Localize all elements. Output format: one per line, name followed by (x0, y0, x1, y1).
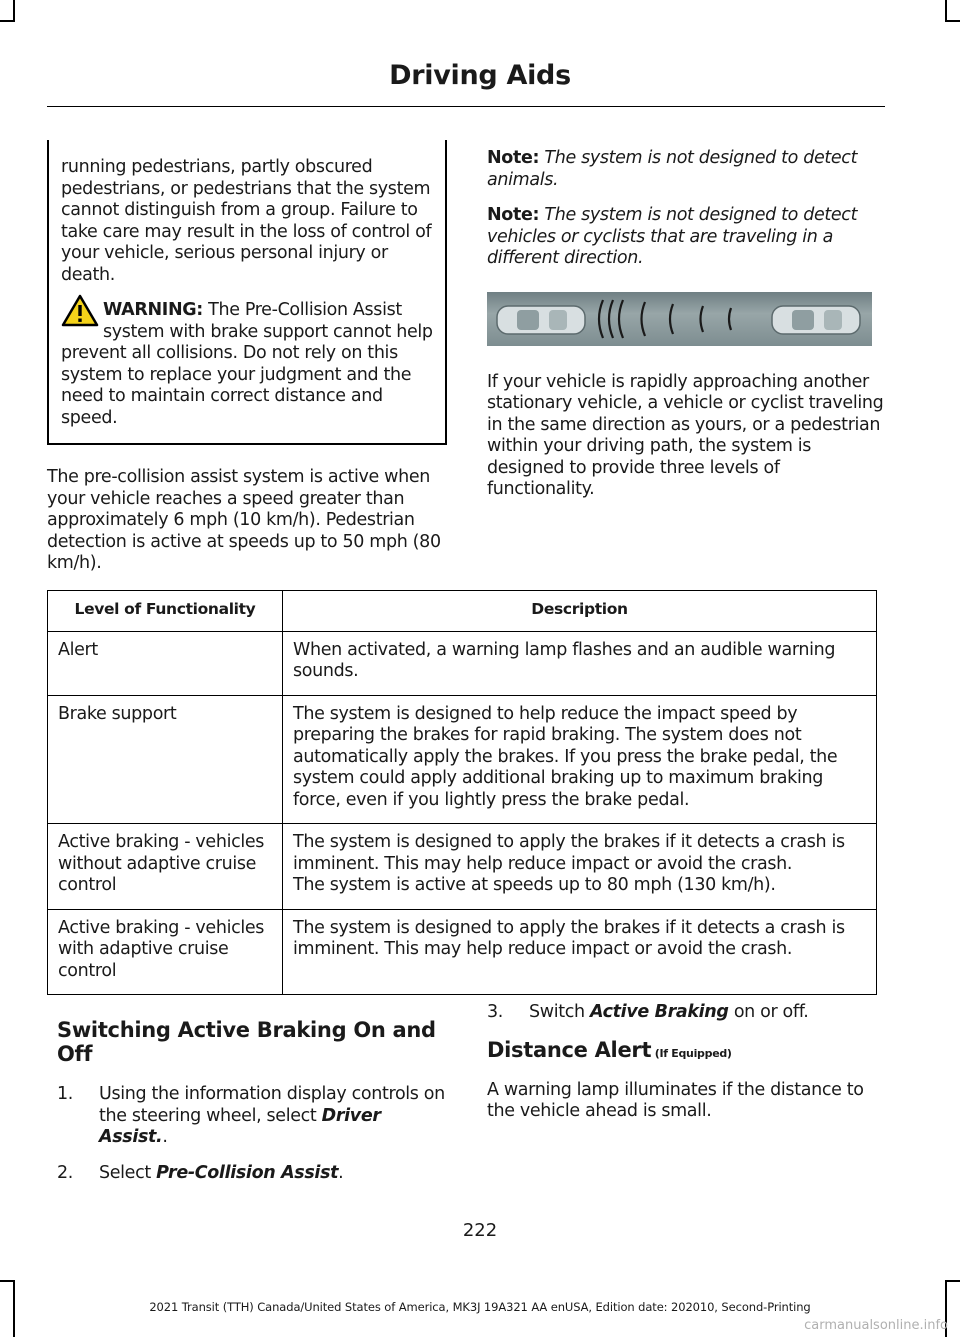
description-cell (283, 824, 877, 910)
step-text: on or off. (728, 1002, 809, 1022)
level-cell: Active braking - vehicles with adaptive cruise control (48, 909, 283, 995)
functionality-table (47, 590, 877, 995)
note-text: The system is not designed to detect animals. (487, 148, 858, 190)
level-cell: Active braking - vehicles without adaptive cruise control (48, 824, 283, 910)
level-cell: Brake support (48, 695, 283, 824)
description-cell: The system is designed to apply the brakes if it detects a crash is imminent. This may help reduce impact or avoid the crash. (283, 909, 877, 995)
menu-item-name: Pre-Collision Assist (156, 1162, 339, 1183)
steps-list (487, 1002, 887, 1024)
step-text: Using the information display controls on the steering wheel, select (99, 1084, 445, 1126)
menu-item-name: Driver Assist. (99, 1105, 381, 1147)
menu-item-name: Active Braking (589, 1002, 729, 1022)
page-title: Driving Aids (389, 60, 571, 91)
distance-section (487, 1002, 887, 1123)
warning-text: The Pre-Collision Assist system with brake support cannot help prevent all collisions. Do not rely on this system to replace your judgment and the need to maintain correct distance and speed. (61, 300, 433, 428)
table-row (48, 824, 877, 910)
warning-label: WARNING: (103, 300, 203, 320)
note-label: Note: (487, 205, 540, 225)
warning-box (47, 140, 447, 445)
description-speed-text: The system is active at speeds up to 80 mph (130 km/h). (293, 875, 776, 895)
warning-triangle-icon (61, 294, 99, 327)
car-icon (497, 306, 585, 334)
edition-footer: 2021 Transit (TTH) Canada/United States of America, MK3J 19A321 AA enUSA, Edition date: 202010, Second-Printing (149, 1300, 811, 1314)
level-cell: Alert (48, 631, 283, 695)
watermark: carmanualsonline.info (804, 1318, 948, 1333)
crop-mark (945, 20, 960, 22)
crop-mark (0, 20, 15, 22)
functionality-paragraph: If your vehicle is rapidly approaching another stationary vehicle, a vehicle or cyclist traveling in the same direction as yours, or a pedestrian within your driving path, the system is designed to provide three levels of functionality. (487, 371, 884, 499)
vehicle-detection-illustration (487, 292, 872, 346)
cars-radar-graphic (487, 292, 872, 346)
warning-continued-text: running pedestrians, partly obscured pedestrians, or pedestrians that the system cannot distinguish from a group. Failure to take care may result in the loss of control of your vehicle, serious personal injury or death. (61, 157, 432, 285)
table-row (48, 695, 877, 824)
step-text: Switch (529, 1002, 590, 1022)
list-item (487, 1002, 887, 1024)
note-text: The system is not designed to detect vehicles or cyclists that are traveling in a different direction. (487, 205, 858, 268)
section-heading: Switching Active Braking On and Off (57, 1018, 436, 1066)
crop-mark (13, 0, 15, 22)
note-label: Note: (487, 148, 540, 168)
column-header: Level of Functionality (48, 591, 283, 632)
switch-section (57, 1018, 447, 1198)
distance-text: A warning lamp illuminates if the distance to the vehicle ahead is small. (487, 1079, 864, 1121)
table-row (48, 909, 877, 995)
step-number: 1. (57, 1084, 73, 1104)
crop-mark (945, 1280, 960, 1282)
step-text: . (162, 1127, 168, 1147)
step-number: 2. (57, 1162, 73, 1183)
activation-paragraph: The pre-collision assist system is active when your vehicle reaches a speed greater than approximately 6 mph (10 km/h). Pedestrian detection is active at speeds up to 50 mph (80 km/h). (47, 467, 441, 573)
column-header: Description (283, 591, 877, 632)
note-direction (487, 205, 887, 270)
crop-mark (945, 0, 947, 22)
right-column (487, 148, 887, 501)
step-text: . (338, 1162, 344, 1183)
description-text: The system is designed to apply the brakes if it detects a crash is imminent. This may help reduce impact or avoid the crash. (293, 832, 845, 874)
step-number: 3. (487, 1002, 503, 1022)
car-icon (772, 306, 860, 334)
list-item (57, 1084, 447, 1149)
note-animals (487, 148, 887, 191)
left-column (47, 140, 447, 575)
distance-heading (487, 1038, 887, 1066)
description-cell: The system is designed to help reduce the impact speed by preparing the brakes for rapid braking. The system does not automatically apply the brakes. If you press the brake pedal, the system could apply additional braking up to maximum braking force, even if you lightly press the brake pedal. (283, 695, 877, 824)
table-header-row (48, 591, 877, 632)
steps-list (57, 1084, 447, 1184)
section-heading: Distance Alert (487, 1037, 652, 1062)
page-number: 222 (462, 1220, 498, 1241)
equipped-qualifier: (If Equipped) (651, 1046, 732, 1060)
crop-mark (0, 1280, 15, 1282)
list-item (57, 1163, 447, 1185)
table-row (48, 631, 877, 695)
header-divider (47, 106, 885, 107)
radar-waves-icon (599, 300, 731, 338)
warning-paragraph (61, 300, 435, 429)
step-text: Select (99, 1162, 157, 1183)
description-cell: When activated, a warning lamp flashes and an audible warning sounds. (283, 631, 877, 695)
